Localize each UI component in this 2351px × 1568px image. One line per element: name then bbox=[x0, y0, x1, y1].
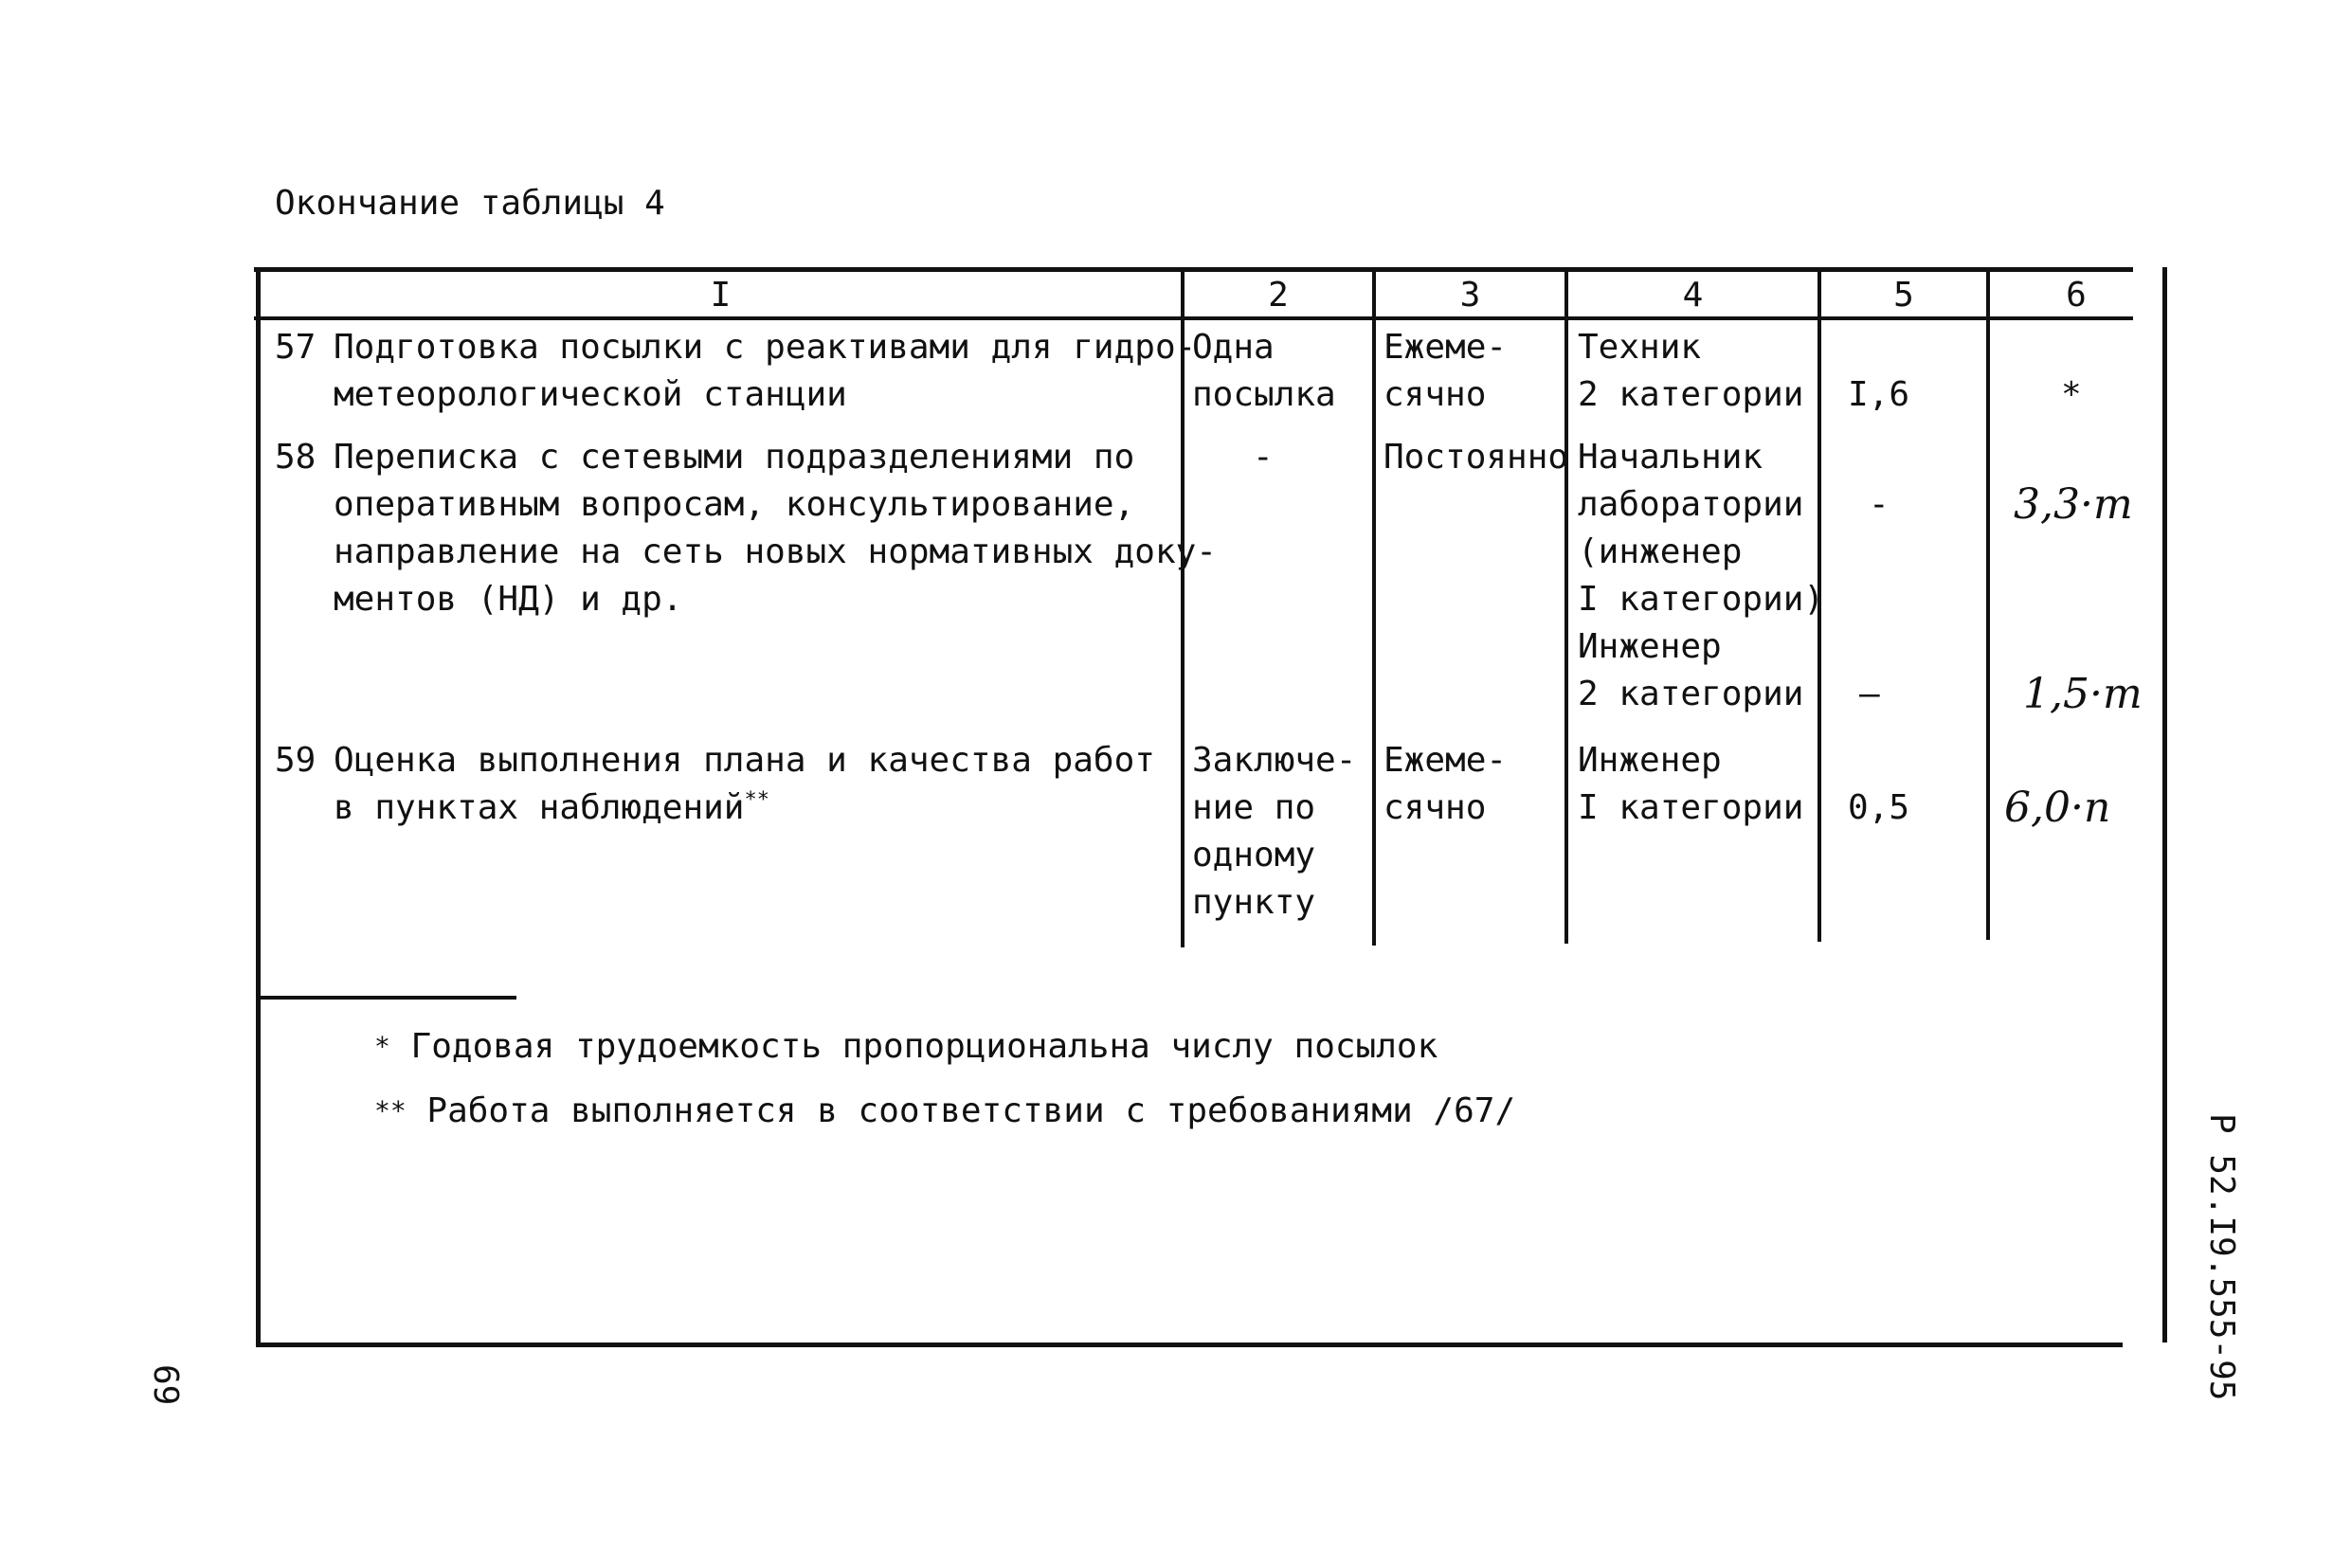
row-58-sub-performer-line-2: 2 категории bbox=[1578, 675, 1804, 713]
row-59-performer-line-2: I категории bbox=[1578, 788, 1804, 827]
row-59-desc-line-1: Оценка выполнения плана и качества работ bbox=[334, 741, 1155, 780]
row-57-unit-line-1: Одна bbox=[1192, 328, 1275, 367]
row-57-number: 57 bbox=[275, 328, 316, 367]
row-57-period-line-2: сячно bbox=[1383, 375, 1487, 414]
row-58-desc-line-3: направление на сеть новых нормативных доку- bbox=[334, 532, 1217, 571]
row-59-period-line-1: Ежеме- bbox=[1383, 741, 1508, 780]
table-right-border bbox=[2162, 267, 2167, 1343]
row-59-unit-line-1: Заключе- bbox=[1192, 741, 1357, 780]
header-col-4: 4 bbox=[1682, 276, 1704, 315]
row-59-desc-text: в пунктах наблюдений bbox=[334, 788, 745, 827]
header-col-2: 2 bbox=[1268, 276, 1289, 315]
row-59-footnote-mark: ** bbox=[744, 788, 769, 812]
table-top-border bbox=[254, 267, 2133, 272]
row-59-unit-line-2: ние по bbox=[1192, 788, 1316, 827]
footnote-separator bbox=[261, 996, 516, 1000]
table-left-border bbox=[256, 267, 261, 1347]
page-number: 69 bbox=[146, 1364, 185, 1406]
col-divider-3 bbox=[1564, 267, 1568, 944]
row-58-sub-performer-line-1: Инженер bbox=[1578, 627, 1722, 666]
row-59-unit-line-3: одному bbox=[1192, 836, 1316, 874]
row-58-desc-line-1: Переписка с сетевыми подразделениями по bbox=[334, 438, 1135, 477]
row-59-number: 59 bbox=[275, 741, 316, 780]
row-59-desc-line-2 bbox=[334, 784, 769, 832]
col-divider-5 bbox=[1986, 267, 1990, 940]
row-57-desc-line-1: Подготовка посылки с реактивами для гидро- bbox=[334, 328, 1197, 367]
header-bottom-border bbox=[254, 316, 2133, 320]
row-58-norm: - bbox=[1869, 485, 1890, 524]
header-col-3: 3 bbox=[1459, 276, 1481, 315]
row-59-norm: 0,5 bbox=[1848, 788, 1910, 827]
header-col-5: 5 bbox=[1893, 276, 1914, 315]
row-58-desc-line-2: оперативным вопросам, консультирование, bbox=[334, 485, 1135, 524]
row-58-period: Постоянно bbox=[1383, 438, 1569, 477]
row-59-unit-line-4: пункту bbox=[1192, 883, 1316, 922]
row-58-sub-norm: — bbox=[1859, 675, 1880, 713]
row-58-sub-annual: 1,5·m bbox=[2023, 670, 2143, 718]
footnote-2-text: Работа выполняется в соответствии с требованиями /67/ bbox=[426, 1091, 1516, 1130]
footnote-1-mark: * bbox=[374, 1031, 390, 1062]
row-58-performer-line-4: I категории) bbox=[1578, 580, 1825, 619]
row-58-performer-line-3: (инженер bbox=[1578, 532, 1743, 571]
document-code: Р 52.I9.555-95 bbox=[2202, 1113, 2241, 1401]
row-58-desc-line-4: ментов (НД) и др. bbox=[334, 580, 683, 619]
footnote-1-text: Годовая трудоемкость пропорциональна числу посылок bbox=[410, 1027, 1438, 1066]
row-58-number: 58 bbox=[275, 438, 316, 477]
row-57-norm: I,6 bbox=[1848, 375, 1910, 414]
row-59-performer-line-1: Инженер bbox=[1578, 741, 1722, 780]
row-57-period-line-1: Ежеме- bbox=[1383, 328, 1508, 367]
header-col-1: I bbox=[710, 276, 732, 315]
row-58-performer-line-1: Начальник bbox=[1578, 438, 1763, 477]
footnote-1 bbox=[374, 1023, 1438, 1071]
row-59-annual: 6,0·n bbox=[2004, 784, 2111, 832]
footnote-2-mark: ** bbox=[374, 1095, 407, 1126]
row-58-annual: 3,3·m bbox=[2014, 480, 2133, 529]
row-57-unit-line-2: посылка bbox=[1192, 375, 1336, 414]
row-59-period-line-2: сячно bbox=[1383, 788, 1487, 827]
row-58-performer-line-2: лаборатории bbox=[1578, 485, 1804, 524]
row-58-unit: - bbox=[1253, 438, 1274, 477]
row-57-performer-line-2: 2 категории bbox=[1578, 375, 1804, 414]
header-col-6: 6 bbox=[2066, 276, 2087, 315]
footnote-2 bbox=[374, 1088, 1515, 1135]
row-57-annual: * bbox=[2061, 375, 2082, 414]
row-57-desc-line-2: метеорологической станции bbox=[334, 375, 847, 414]
col-divider-2 bbox=[1372, 267, 1376, 946]
table-caption: Окончание таблицы 4 bbox=[275, 184, 665, 223]
table-bottom-border bbox=[261, 1343, 2123, 1347]
row-57-performer-line-1: Техник bbox=[1578, 328, 1702, 367]
